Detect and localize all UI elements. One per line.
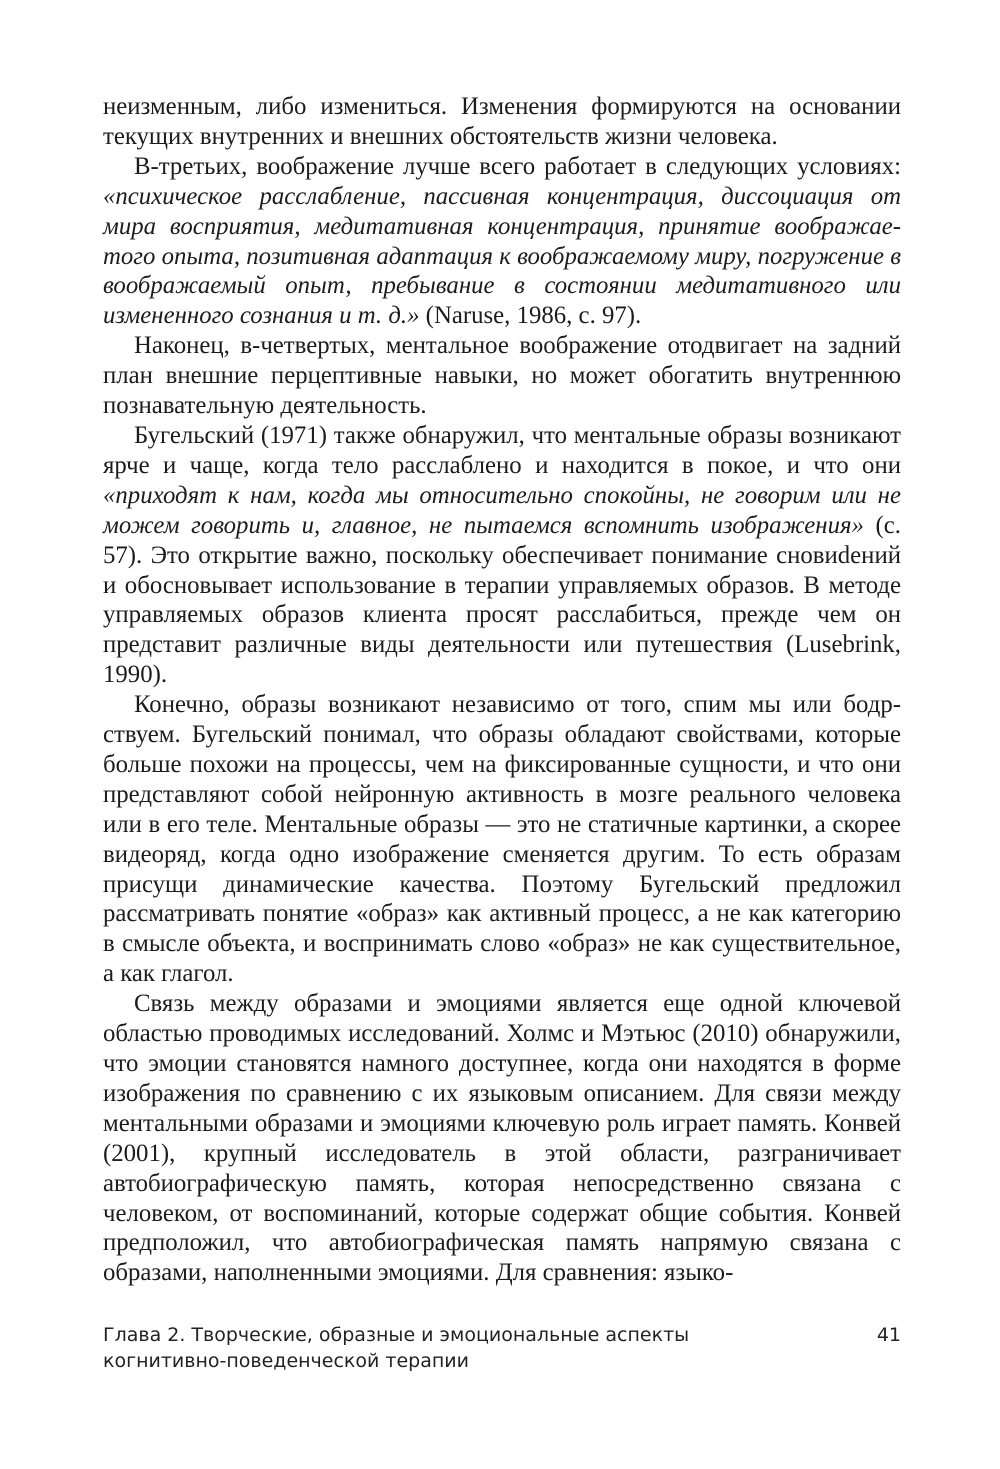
paragraph-5-text: Конечно, образы возникают независимо от того, спим мы или бодрствуем. Бугельский понимал, что образы обладают свойствами, которые больше похожи на процессы, чем на фиксированные сущности, и что они представляют собой нейронную активность в мозге реального человека или в его теле. Ментальные образы — это не статичные картинки, а скорее видеоряд, когда одно изображение сменяется другим. То есть образам присущи динамические качества. Поэтому Бугельский предложил рассматривать понятие «образ» как активный процесс, а не как категорию в смысле объекта, и воспринимать слово «образ» не как существительное, а как глагол. xyxy=(103,691,901,988)
paragraph-2 xyxy=(103,152,901,331)
paragraph-3 xyxy=(103,331,901,421)
running-footer xyxy=(103,1322,901,1374)
paragraph-4-tail: (с. 57). Это открытие важно, поскольку обеспечивает понимание сновиdений и обосновывает использование в терапии управляемых образов. В методе управляемых образов клиента просят расслабиться, прежде чем он представит различные виды деятельности или путешествия (Lusebrink, 1990). xyxy=(103,511,901,689)
paragraph-5 xyxy=(103,690,901,989)
paragraph-1 xyxy=(103,92,901,152)
page-number: 41 xyxy=(876,1324,901,1346)
chapter-title: Глава 2. Творческие, образные и эмоциональные аспекты когнитивно-поведенческой терапии xyxy=(103,1324,690,1372)
paragraph-4-lead: Бугельский (1971) также обнаружил, что ментальные образы возникают ярче и чаще, когда тело расслаблено и находится в покое, и что они xyxy=(103,421,901,479)
paragraph-4-quote: «приходят к нам, когда мы относительно спокойны, не говорим или не можем говорить и, главное, не пытаемся вспомнить изображения» xyxy=(103,481,901,539)
paragraph-3-text: Наконец, в-четвертых, ментальное воображение отодвигает на задний план внешние перцептивные навыки, но может обогатить внутреннюю познавательную деятельность. xyxy=(103,332,901,420)
paragraph-2-lead: В-третьих, воображение лучше всего работает в следующих условиях: xyxy=(134,152,901,180)
paragraph-4 xyxy=(103,421,901,690)
paragraph-2-quote: «психическое расслабление, пассивная концентрация, диссоциация от мира восприятия, медитативная концентрация, принятие воображаеmого опыта, позитивная адаптация к воображаемому миру, погружение в воображаемый опыт, пребывание в состоянии медитативного или измененного сознания и т. д.» xyxy=(103,182,901,330)
paragraph-6 xyxy=(103,989,901,1288)
body-text xyxy=(103,92,901,1288)
paragraph-2-citation: (Naruse, 1986, с. 97). xyxy=(419,302,642,330)
paragraph-6-text: Связь между образами и эмоциями является еще одной ключевой областью проводимых исследований. Холмс и Мэтьюс (2010) обнаружили, что эмоции становятся намного доступнее, когда они находятся в форме изображения по сравнению с их языковым описанием. Для связи между ментальными образами и эмоциями ключевую роль играет память. Конвей (2001), крупный исследователь в этой области, разграничивает автобиографическую память, которая непосредственно связана с человеком, от воспоминаний, которые содержат общие события. Конвей предположил, что автобиографическая память напрямую связана с образами, наполненными эмоциями. Для сравнения: языко- xyxy=(103,990,901,1287)
paragraph-1-text: неизменным, либо измениться. Изменения формируются на основании текущих внутренних и внешних обстоятельств жизни человека. xyxy=(103,93,901,150)
